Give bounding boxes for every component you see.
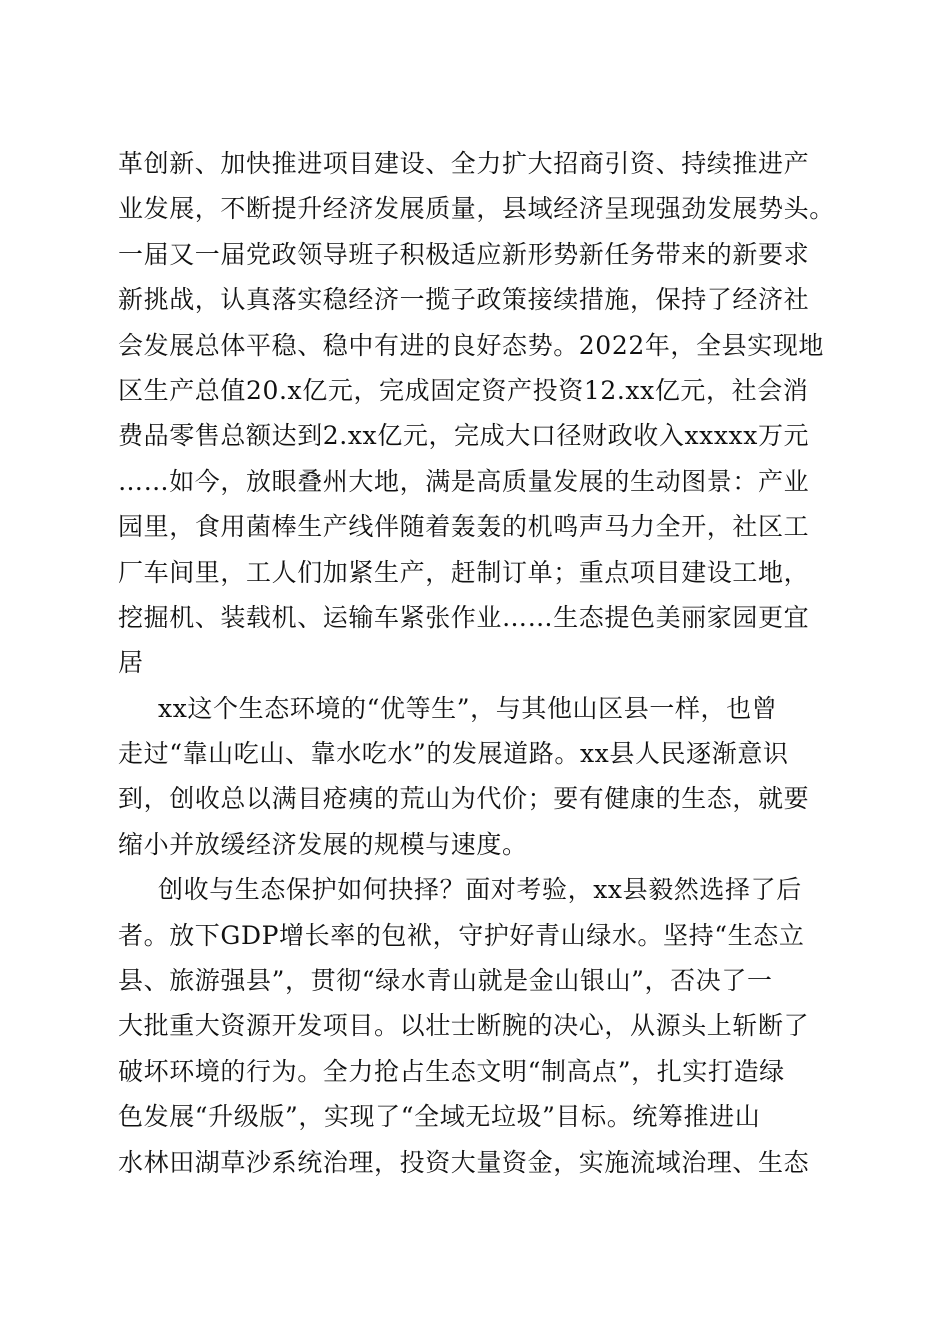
text-line: 水林田湖草沙系统治理，投资大量资金，实施流域治理、生态 — [118, 1147, 810, 1177]
text-line: 县、旅游强县”，贯彻“绿水青山就是金山银山”，否决了一 — [118, 966, 773, 996]
paragraph-1 — [118, 141, 838, 686]
text-line: xx这个生态环境的“优等生”，与其他山区县一样，也曾 — [158, 693, 778, 723]
document-body — [118, 141, 838, 1185]
text-line: 色发展“升级版”，实现了“全域无垃圾”目标。统筹推进山 — [118, 1102, 761, 1132]
text-line: 居 — [118, 648, 144, 678]
text-line: 费品零售总额达到2.xx亿元，完成大口径财政收入xxxxx万元 — [118, 421, 810, 451]
paragraph-2 — [118, 686, 838, 868]
text-line: 新挑战，认真落实稳经济一揽子政策接续措施，保持了经济社 — [118, 285, 810, 315]
text-line: 缩小并放缓经济发展的规模与速度。 — [118, 829, 528, 859]
text-line: 厂车间里，工人们加紧生产，赶制订单；重点项目建设工地， — [118, 557, 810, 587]
text-line: 破坏环境的行为。全力抢占生态文明“制高点”，扎实打造绿 — [118, 1056, 785, 1086]
paragraph-3 — [118, 867, 838, 1185]
text-line: 挖掘机、装载机、运输车紧张作业……生态提色美丽家园更宜 — [118, 602, 810, 632]
text-line: 业发展，不断提升经济发展质量，县域经济呈现强劲发展势头。 — [118, 194, 835, 224]
text-line: 会发展总体平稳、稳中有进的良好态势。2022年，全县实现地 — [118, 330, 825, 360]
text-line: 一届又一届党政领导班子积极适应新形势新任务带来的新要求 — [118, 239, 810, 269]
text-line: 区生产总值20.x亿元，完成固定资产投资12.xx亿元，社会消 — [118, 375, 809, 405]
text-line: 大批重大资源开发项目。以壮士断腕的决心，从源头上斩断了 — [118, 1011, 810, 1041]
text-line: 革创新、加快推进项目建设、全力扩大招商引资、持续推进产 — [118, 149, 810, 178]
text-line: 走过“靠山吃山、靠水吃水”的发展道路。xx县人民逐渐意识 — [118, 739, 789, 769]
text-line: 者。放下GDP增长率的包袱，守护好青山绿水。坚持“生态立 — [118, 920, 805, 950]
text-line: 园里，食用菌棒生产线伴随着轰轰的机鸣声马力全开，社区工 — [118, 512, 810, 542]
text-line: 创收与生态保护如何抉择？面对考验，xx县毅然选择了后 — [158, 875, 802, 905]
text-line: 到，创收总以满目疮痍的荒山为代价；要有健康的生态，就要 — [118, 784, 810, 814]
text-line: ……如今，放眼叠州大地，满是高质量发展的生动图景：产业 — [118, 466, 810, 496]
